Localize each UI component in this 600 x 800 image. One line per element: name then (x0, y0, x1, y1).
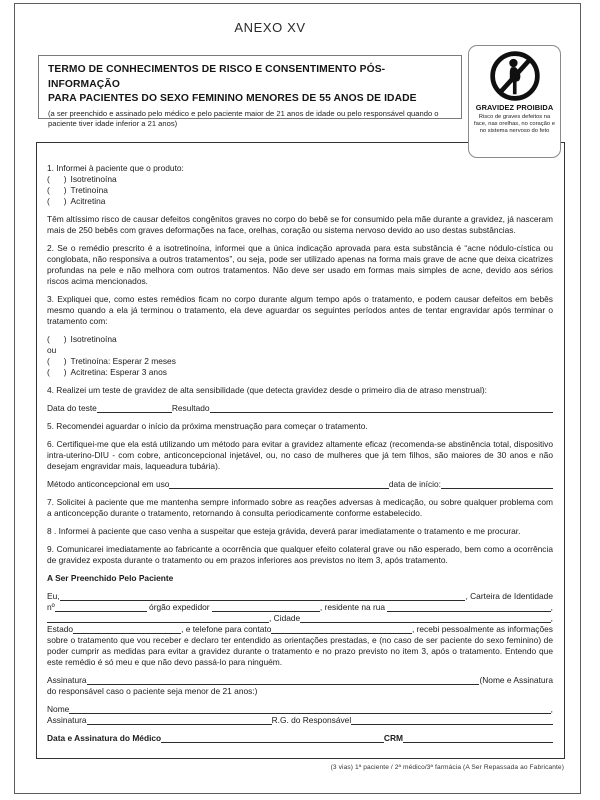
patient-full-name-field[interactable] (60, 599, 466, 601)
anexo-title: ANEXO XV (234, 20, 306, 35)
crm-label: CRM (383, 733, 403, 743)
acitretina-wait-checkbox[interactable]: ( ) (47, 367, 67, 377)
line3-comma: , (550, 613, 553, 623)
wait-option-label: Acitretina: Esperar 3 anos (70, 367, 167, 377)
identity-card-label: , Carteira de Identidade (465, 591, 553, 601)
start-date-label: data de início: (388, 479, 441, 489)
form-item-2: 2. Se o remédio prescrito é a isotretinoína, informei que a única indicação aprovada para esta substância é “acne nódulo-cística ou conglobata, não responsiva a outros tratamentos”, ou seja, pode ser utilizado apenas na forma mais grave de acne que deixa cicatrizes profundas na pele e não melhora com outros tratamentos. Não deve ser usado em formas mais simples de acne, devido aos sérios riscos acima mencionados. (47, 243, 553, 286)
form-item-5: 5. Recomendei aguardar o início da próxima menstruação para começar o tratamento. (47, 421, 368, 431)
wait-option-label: Tretinoína: Esperar 2 meses (70, 356, 176, 366)
patient-signature-line (47, 675, 553, 686)
issuing-body-label: órgão expedidor (146, 602, 212, 612)
line2-comma: , (550, 602, 553, 612)
eu-label: Eu, (47, 591, 60, 601)
state-field[interactable] (73, 632, 181, 634)
guardian-rg-label: R.G. do Responsável (271, 715, 352, 725)
address-continuation-field[interactable] (47, 621, 269, 623)
contraceptive-method-field[interactable] (169, 487, 388, 489)
wait-option-row (47, 367, 553, 378)
form-title-line1: TERMO DE CONHECIMENTOS DE RISCO E CONSENTIMENTO PÓS-INFORMAÇÃO (48, 64, 386, 90)
phone-label: , e telefone para contato (181, 624, 272, 634)
city-field[interactable] (300, 621, 550, 623)
badge-warning-text: Risco de graves defeitos na face, nas orelhas, no coração e no sistema nervoso do feto (474, 114, 555, 135)
signature-label: Assinatura (47, 675, 87, 685)
acitretina-checkbox[interactable]: ( ) (47, 196, 67, 206)
form-subtitle: (a ser preenchido e assinado pelo médico e pelo paciente maior de 21 anos de idade ou pelo responsável quando o paciente tiver idade inferior a 21 anos) (48, 108, 439, 128)
guardian-name-field[interactable] (69, 712, 550, 714)
street-field[interactable] (387, 610, 550, 612)
product-option-row (47, 196, 553, 207)
patient-signature-field[interactable] (87, 683, 480, 685)
product-option-label: Tretinoína (70, 185, 108, 195)
street-label: , residente na rua (319, 602, 388, 612)
guardian-signature-label: Assinatura (47, 715, 87, 725)
wait-option-label: Isotretinoína (70, 334, 117, 344)
form-item-4: 4. Realizei um teste de gravidez de alta sensibilidade (que detecta gravidez desde o primeiro dia de atraso menstrual): (47, 385, 487, 395)
guardian-name-label: Nome (47, 704, 70, 714)
guardian-signature-field[interactable] (87, 723, 272, 725)
product-option-label: Isotretinoína (70, 174, 117, 184)
wait-option-row (47, 356, 553, 367)
guardian-name-line (47, 704, 553, 715)
badge-title: GRAVIDEZ PROIBIDA (475, 103, 554, 112)
city-label: , Cidade (269, 613, 301, 623)
pregnancy-test-row (47, 403, 553, 414)
form-item-9: 9. Comunicarei imediatamente ao fabricante a ocorrência que qualquer efeito colateral grave ou não esperado, bem como a ocorrência de gravidez exposta durante o tratamento ou em prazos inferiores aos previstos no item 3, após tratamento. (47, 544, 553, 565)
identity-line (47, 602, 553, 613)
guardian-signature-line (47, 715, 553, 726)
guardian-note-start: (Nome e Assinatura (479, 675, 553, 685)
doctor-signature-line (47, 733, 553, 744)
or-separator: ou (47, 345, 57, 355)
form-item-3: 3. Expliquei que, como estes remédios ficam no corpo durante algum tempo após o tratamento, e podem causar defeitos em bebês mesmo quando a ela já terminou o tratamento, ela deve aguardar os seguintes períodos antes de tentar engravidar após terminar o tratamento com: (47, 294, 553, 326)
copies-note: (3 vias) 1ª paciente / 2ª médico/3ª farmácia (A Ser Repassada ao Fabricante) (330, 764, 564, 771)
patient-section-heading: A Ser Preenchido Pelo Paciente (47, 573, 174, 583)
contraceptive-method-label: Método anticoncepcional em uso (47, 479, 170, 489)
contraceptive-row (47, 479, 553, 490)
product-option-label: Acitretina (70, 196, 106, 206)
doctor-signature-label: Data e Assinatura do Médico (47, 733, 162, 743)
patient-declaration-text: sobre o tratamento que vou receber e declaro ter entendido as orientações prestadas, e (no caso de ser paciente do sexo feminino) de poder cumprir as medidas para evitar a gravidez durante o tratamento e no prazo previsto no item 3, após o tratamento. Entendo que este remédio é só meu e que não devo passá-lo para ninguém. (47, 635, 553, 667)
form-title-line2: PARA PACIENTES DO SEXO FEMININO MENORES DE 55 ANOS DE IDADE (48, 93, 417, 104)
form-item-6: 6. Certifiquei-me que ela está utilizando um método para evitar a gravidez altamente eficaz (recomenda-se abstinência total, dispositivo intra-uterino-DIU - com cobre, anticoncepcional injetável, ou, no caso de mulheres que já tem filhos, são maiores de 30 anos e não desejam engravidar mais, laqueadura tubária). (47, 439, 553, 471)
start-date-field[interactable] (441, 487, 553, 489)
declaration-lead-text: , recebi pessoalmente as informações (411, 624, 553, 634)
isotretinoina-wait-checkbox[interactable]: ( ) (47, 334, 67, 344)
issuing-body-field[interactable] (212, 610, 320, 612)
state-label: Estado (47, 624, 74, 634)
id-number-label: nº (47, 602, 55, 612)
guardian-rg-field[interactable] (351, 723, 553, 725)
result-label: Resultado (171, 403, 210, 413)
form-item-1: 1. Informei à paciente que o produto: (47, 163, 184, 173)
product-checklist (47, 163, 553, 207)
guardian-name-comma: , (550, 704, 553, 714)
tretinoina-checkbox[interactable]: ( ) (47, 185, 67, 195)
wait-option-row (47, 334, 553, 345)
city-line (47, 613, 553, 624)
no-pregnancy-icon (469, 50, 560, 102)
consent-form-body (36, 142, 565, 759)
form-title-box (38, 55, 462, 128)
test-date-label: Data do teste (47, 403, 97, 413)
state-phone-line (47, 624, 553, 635)
waiting-period-checklist (47, 334, 553, 378)
patient-name-line (47, 591, 553, 602)
tretinoina-wait-checkbox[interactable]: ( ) (47, 356, 67, 366)
doctor-signature-field[interactable] (161, 741, 384, 743)
id-number-field[interactable] (55, 610, 147, 612)
result-field[interactable] (210, 411, 553, 413)
phone-field[interactable] (271, 632, 412, 634)
crm-field[interactable] (403, 741, 553, 743)
form-item-8: 8 . Informei à paciente que caso venha a suspeitar que esteja grávida, deverá parar imediatamente o tratamento e me procurar. (47, 526, 521, 536)
pregnancy-prohibited-badge (468, 45, 561, 158)
item-1-risk-text: Têm altíssimo risco de causar defeitos congênitos graves no corpo do bebê se for consumido pela mãe durante a gravidez, já nasceram mais de 250 bebês com graves deformações na face, orelhas, coração ou sistema nervoso devido ao uso destas substâncias. (47, 214, 553, 235)
form-item-7: 7. Solicitei à paciente que me mantenha sempre informado sobre as reações adversas à medicação, ou sobre qualquer problema com a anticoncepção durante o tratamento, retornando à consulta periodicamente conforme estabelecido. (47, 497, 553, 518)
isotretinoina-checkbox[interactable]: ( ) (47, 174, 67, 184)
product-option-row (47, 185, 553, 196)
test-date-field[interactable] (97, 411, 172, 413)
product-option-row (47, 174, 553, 185)
guardian-note-continuation: do responsável caso o paciente seja menor de 21 anos:) (47, 686, 258, 696)
